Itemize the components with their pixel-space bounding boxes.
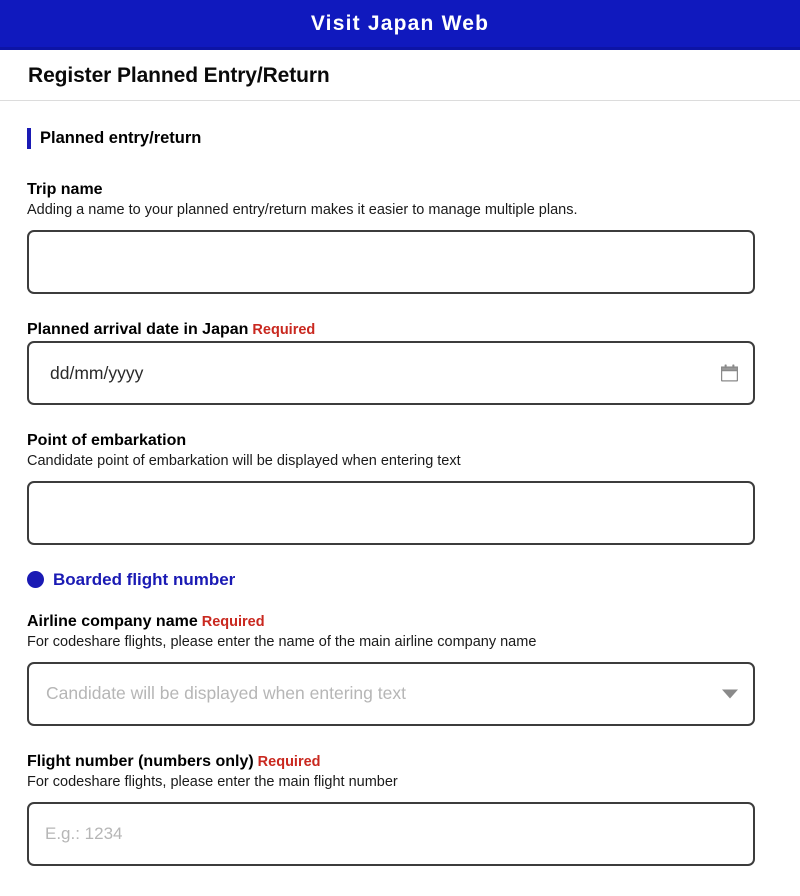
airline-company-required-badge: Required [201, 613, 265, 630]
flight-number-input[interactable] [27, 802, 755, 866]
arrival-date-label [27, 320, 773, 339]
field-group-point-of-embarkation [27, 431, 773, 545]
calendar-icon[interactable] [721, 365, 738, 382]
point-of-embarkation-label: Point of embarkation [27, 432, 187, 450]
arrival-date-label-text: Planned arrival date in Japan [27, 320, 249, 338]
radio-selected-icon[interactable] [27, 571, 44, 588]
flight-number-label-text: Flight number (numbers only) [27, 752, 254, 770]
field-group-flight-number [27, 752, 773, 866]
form-body [0, 101, 800, 866]
airline-company-select[interactable] [27, 662, 755, 726]
flight-number-label [27, 752, 773, 771]
airline-company-label-text: Airline company name [27, 612, 198, 630]
airline-company-placeholder: Candidate will be displayed when entering text [46, 683, 406, 704]
field-group-airline-company-name [27, 612, 773, 726]
point-of-embarkation-help: Candidate point of embarkation will be displayed when entering text [27, 453, 461, 470]
app-header [0, 0, 800, 50]
arrival-date-input[interactable] [27, 341, 755, 405]
radio-boarded-flight-number[interactable] [27, 571, 773, 588]
arrival-date-value: dd/mm/yyyy [50, 362, 144, 383]
section-heading-label: Planned entry/return [40, 129, 202, 148]
trip-name-help: Adding a name to your planned entry/return makes it easier to manage multiple plans. [27, 202, 578, 219]
page-title-bar [0, 50, 800, 101]
arrival-date-wrap [27, 341, 755, 405]
page-title: Register Planned Entry/Return [28, 63, 330, 87]
arrival-date-required-badge: Required [252, 321, 316, 338]
trip-name-label: Trip name [27, 181, 103, 198]
section-accent-bar [27, 128, 31, 149]
airline-company-help: For codeshare flights, please enter the name of the main airline company name [27, 634, 537, 651]
app-title: Visit Japan Web [310, 12, 490, 35]
field-group-arrival-date [27, 320, 773, 405]
chevron-down-icon[interactable] [722, 689, 738, 698]
point-of-embarkation-input[interactable] [27, 481, 755, 545]
airline-company-label [27, 612, 773, 631]
flight-number-required-badge: Required [257, 753, 321, 770]
airline-company-select-wrap [27, 662, 755, 726]
flight-number-help: For codeshare flights, please enter the main flight number [27, 774, 398, 791]
radio-boarded-flight-number-label: Boarded flight number [53, 569, 236, 589]
section-heading-planned-entry-return [27, 128, 773, 149]
trip-name-input[interactable] [27, 230, 755, 294]
field-group-trip-name [27, 180, 773, 294]
